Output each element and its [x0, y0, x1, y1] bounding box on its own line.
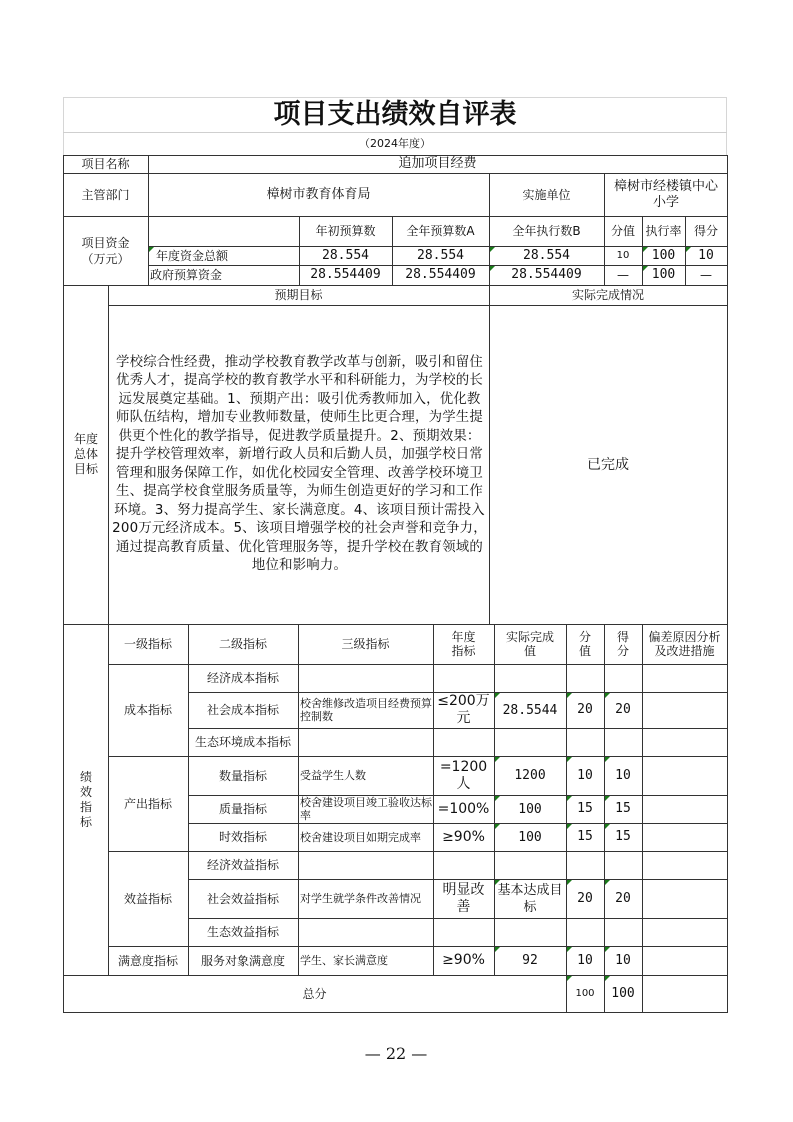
indicator-note-cell	[642, 918, 727, 946]
dept-value: 樟树市教育体育局	[266, 186, 371, 202]
indicator-target-cell: =100%	[437, 800, 490, 817]
indicator-level2-cell: 质量指标	[218, 802, 267, 816]
indicator-weight-cell	[566, 728, 604, 756]
indicator-target-cell	[433, 851, 494, 879]
indicator-note-cell	[642, 851, 727, 879]
ind-header-level1: 一级指标	[123, 637, 172, 651]
indicator-target-cell: =1200人	[439, 758, 488, 792]
indicator-level3-cell: 校舍维修改造项目经费预算控制数	[300, 697, 432, 723]
funds-row-total-executed: 28.554	[523, 247, 570, 263]
indicator-note-cell	[642, 879, 727, 918]
impl-label: 实施单位	[522, 187, 571, 202]
cell-marker-icon	[605, 976, 610, 981]
funds-row-gov-initial: 28.554409	[310, 267, 381, 282]
indicator-target-cell: ≥90%	[442, 952, 485, 968]
cell-marker-icon	[149, 247, 154, 252]
cell-marker-icon	[495, 824, 500, 829]
indicator-weight-cell	[566, 918, 604, 946]
divider	[108, 285, 109, 624]
ind-group-benefit: 效益指标	[123, 891, 172, 906]
cell-marker-icon	[495, 757, 500, 762]
indicator-note-cell	[642, 692, 727, 728]
indicator-score-cell: 10	[615, 767, 631, 783]
ind-header-level2: 二级指标	[218, 637, 267, 651]
funds-row-total-annual: 28.554	[417, 247, 464, 263]
indicator-note-cell	[642, 946, 727, 975]
indicator-weight-cell: 15	[577, 829, 593, 844]
indicator-level2-cell: 服务对象满意度	[200, 953, 285, 968]
funds-row-total-name: 年度资金总额	[156, 248, 229, 263]
indicator-level3-cell	[298, 851, 433, 879]
indicator-target-cell: 明显改善	[442, 881, 485, 915]
ind-header-level3: 三级指标	[341, 637, 390, 651]
cell-marker-icon	[495, 693, 500, 698]
cell-marker-icon	[605, 693, 610, 698]
project-name-label: 项目名称	[81, 157, 130, 171]
cell-marker-icon	[495, 947, 500, 952]
indicator-weight-cell	[566, 664, 604, 692]
ind-header-note: 偏差原因分析及改进措施	[648, 630, 721, 658]
indicator-score-cell: 15	[615, 801, 631, 816]
page-title: 项目支出绩效自评表	[273, 98, 517, 130]
funds-header-weight: 分值	[610, 224, 635, 238]
indicator-level2-cell: 数量指标	[218, 768, 267, 783]
funds-row-total-rate: 100	[651, 247, 676, 263]
indicator-note-cell	[642, 728, 727, 756]
indicator-level3-cell: 受益学生人数	[300, 769, 366, 782]
indicator-actual-cell	[494, 728, 566, 756]
indicator-actual-cell: 28.5544	[502, 702, 558, 718]
indicator-target-cell	[433, 728, 494, 756]
indicator-weight-cell: 20	[577, 702, 593, 717]
indicator-actual-cell: 92	[522, 953, 538, 968]
funds-row-total-weight: 10	[616, 249, 630, 261]
funds-header-initial: 年初预算数	[315, 224, 376, 238]
indicator-level2-cell: 经济效益指标	[206, 858, 279, 872]
goals-actual-text: 已完成	[587, 456, 629, 473]
cell-marker-icon	[495, 880, 500, 885]
indicator-level2-cell: 社会效益指标	[206, 891, 279, 906]
cell-marker-icon	[643, 266, 648, 271]
goals-actual-header: 实际完成情况	[571, 288, 644, 302]
indicator-level2-cell: 社会成本指标	[206, 703, 279, 717]
indicator-note-cell	[642, 823, 727, 851]
indicator-score-cell	[604, 918, 642, 946]
ind-header-target: 年度指标	[451, 630, 476, 658]
funds-row-gov-name: 政府预算资金	[150, 268, 223, 282]
indicator-actual-cell: 1200	[514, 768, 546, 783]
indicator-level3-cell	[298, 664, 433, 692]
indicator-note-cell	[642, 664, 727, 692]
total-score: 100	[611, 985, 635, 1001]
goals-expected-text: 学校综合性经费，推动学校教育教学改革与创新，吸引和留住优秀人才，提高学校的教育教学水平和科研能力，为学校的长远发展奠定基础。1、预期产出：吸引优秀教师加入，优化教师队伍结构，增加专业教师数量，使师生比更合理，为学生提供更个性化的教学指导，促进教学质量提升。2、预期效果：提升学校管理效率，新增行政人员和后勤人员，加强学校日常管理和服务保障工作，如优化校园安全管理、改善学校环境卫生、提高学校食堂服务质量等，为师生创造更好的学习和工作环境。3、努力提高学生、家长满意度。4、该项目预计需投入200万元经济成本。5、该项目增强学校的社会声誉和竞争力，通过提高教育质量、优化管理服务等，提升学校在教育领域的地位和影响力。	[112, 354, 487, 573]
cell-marker-icon	[490, 266, 495, 271]
funds-header-score: 得分	[693, 224, 718, 238]
goals-side-label: 年度总体目标	[73, 432, 98, 476]
funds-label: 项目资金（万元）	[81, 235, 130, 266]
funds-header-rate: 执行率	[645, 224, 682, 238]
indicator-actual-cell: 基本达成目标	[497, 882, 563, 915]
indicator-weight-cell: 15	[577, 801, 593, 816]
indicator-score-cell: 15	[615, 829, 631, 844]
cell-marker-icon	[605, 880, 610, 885]
indicator-level2-cell: 经济成本指标	[206, 671, 279, 685]
indicator-level3-cell: 校舍建设项目竣工验收达标率	[300, 796, 432, 822]
cell-marker-icon	[686, 247, 691, 252]
funds-row-total-initial: 28.554	[322, 247, 369, 263]
cell-marker-icon	[567, 757, 572, 762]
cell-marker-icon	[567, 947, 572, 952]
funds-row-total-score: 10	[698, 247, 714, 263]
indicator-score-cell	[604, 851, 642, 879]
indicator-score-cell: 10	[615, 952, 631, 968]
cell-marker-icon	[643, 247, 648, 252]
indicator-actual-cell	[494, 918, 566, 946]
indicator-score-cell	[604, 664, 642, 692]
indicator-target-cell: ≤200万元	[437, 693, 490, 726]
ind-group-satisfaction: 满意度指标	[117, 953, 178, 968]
indicator-weight-cell: 10	[577, 767, 593, 783]
funds-row-gov-rate: 100	[651, 267, 676, 282]
ind-header-score: 得分	[616, 630, 629, 658]
funds-row-gov-executed: 28.554409	[511, 267, 582, 282]
funds-row-gov-annual: 28.554409	[405, 267, 476, 282]
indicator-actual-cell	[494, 664, 566, 692]
indicator-weight-cell: 10	[577, 952, 593, 968]
indicator-actual-cell: 100	[518, 801, 542, 817]
indicator-target-cell: ≥90%	[442, 828, 485, 845]
indicator-level3-cell: 对学生就学条件改善情况	[300, 892, 421, 905]
cell-marker-icon	[605, 947, 610, 952]
dept-label: 主管部门	[81, 187, 130, 202]
indicator-note-cell	[642, 795, 727, 823]
cell-marker-icon	[495, 796, 500, 801]
cell-marker-icon	[567, 824, 572, 829]
project-name-value: 追加项目经费	[398, 156, 477, 171]
cell-marker-icon	[605, 757, 610, 762]
page-subtitle: （2024年度）	[359, 136, 431, 150]
indicator-score-cell: 20	[615, 702, 631, 717]
cell-marker-icon	[567, 693, 572, 698]
indicator-weight-cell: 20	[577, 890, 593, 906]
ind-group-cost: 成本指标	[123, 703, 172, 717]
indicator-actual-cell	[494, 851, 566, 879]
cell-marker-icon	[567, 880, 572, 885]
funds-row-gov-weight: —	[617, 268, 629, 282]
total-label: 总分	[302, 986, 327, 1001]
ind-group-output: 产出指标	[123, 796, 172, 811]
cell-marker-icon	[567, 796, 572, 801]
indicator-level3-cell	[298, 728, 433, 756]
cell-marker-icon	[605, 796, 610, 801]
indicator-score-cell: 20	[615, 890, 631, 906]
indicator-level3-cell: 校舍建设项目如期完成率	[300, 830, 421, 844]
cell-marker-icon	[605, 824, 610, 829]
funds-header-executed: 全年执行数B	[512, 224, 581, 238]
indicator-level2-cell: 生态环境成本指标	[194, 735, 291, 749]
impl-value: 樟树市经楼镇中心小学	[613, 178, 718, 210]
indicator-target-cell	[433, 664, 494, 692]
page-number: — 22 —	[364, 1044, 428, 1063]
goals-expected-header: 预期目标	[274, 288, 323, 302]
total-weight: 100	[575, 987, 595, 999]
cell-marker-icon	[567, 976, 572, 981]
indicator-weight-cell	[566, 851, 604, 879]
indicators-side-label: 绩效指标	[79, 769, 92, 829]
indicator-level3-cell: 学生、家长满意度	[300, 954, 388, 967]
cell-marker-icon	[490, 247, 495, 252]
funds-row-gov-score: —	[700, 268, 712, 282]
indicator-level2-cell: 时效指标	[218, 830, 267, 844]
indicator-target-cell	[433, 918, 494, 946]
indicator-actual-cell: 100	[518, 829, 542, 845]
indicator-score-cell	[604, 728, 642, 756]
indicator-note-cell	[642, 756, 727, 795]
indicator-level3-cell	[298, 918, 433, 946]
ind-header-actual: 实际完成值	[506, 630, 555, 658]
funds-header-annual: 全年预算数A	[406, 224, 475, 238]
ind-header-weight: 分值	[578, 630, 591, 658]
indicator-level2-cell: 生态效益指标	[206, 925, 279, 939]
